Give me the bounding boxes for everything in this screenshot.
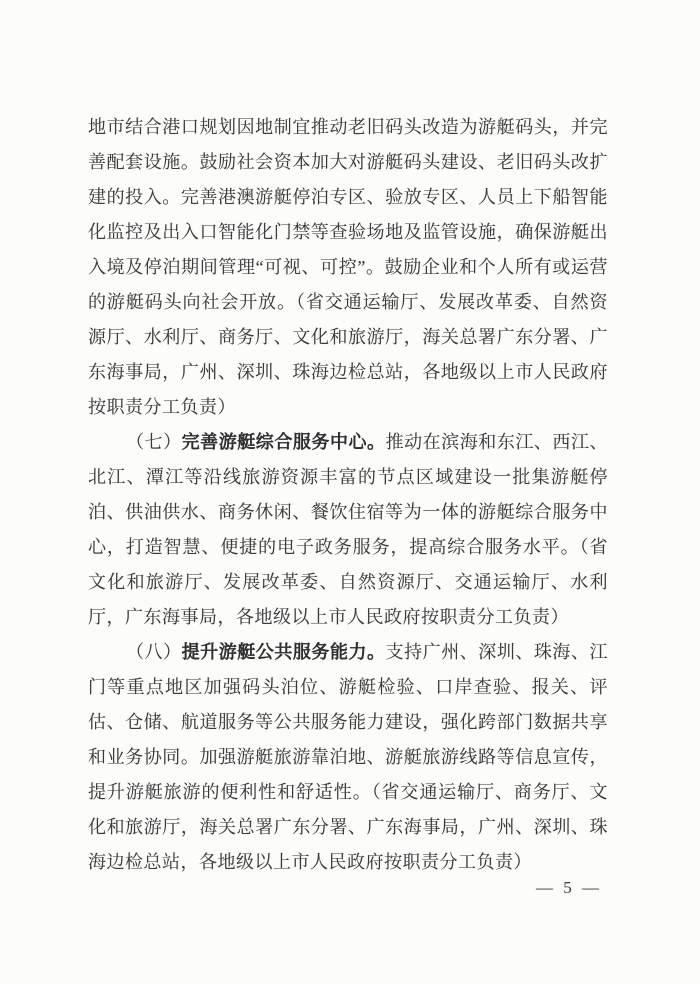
section-marker: （七） [126,432,182,452]
section-heading: 完善游艇综合服务中心。 [181,432,386,452]
paragraph-continuation [88,110,608,425]
document-body [88,110,608,880]
section-heading: 提升游艇公共服务能力。 [181,642,386,662]
paragraph-text: 地市结合港口规划因地制宜推动老旧码头改造为游艇码头，并完善配套设施。鼓励社会资本加大对游艇码头建设、老旧码头改扩建的投入。完善港澳游艇停泊专区、验放专区、人员上下船智能化监控及出入口智能化门禁等查验场地及监管设施，确保游艇出入境及停泊期间管理“可视、可控”。鼓励企业和个人所有或运营的游艇码头向社会开放。（省交通运输厅、发展改革委、自然资源厅、水利厅、商务厅、文化和旅游厅，海关总署广东分署、广东海事局，广州、深圳、珠海边检总站，各地级以上市人民政府按职责分工负责） [88,117,608,417]
section-marker: （八） [126,642,182,662]
paragraph-text: 支持广州、深圳、珠海、江门等重点地区加强码头泊位、游艇检验、口岸查验、报关、评估、仓储、航道服务等公共服务能力建设，强化跨部门数据共享和业务协同。加强游艇旅游靠泊地、游艇旅游线路等信息宣传，提升游艇旅游的便利性和舒适性。（省交通运输厅、商务厅、文化和旅游厅，海关总署广东分署、广东海事局，广州、深圳、珠海边检总站，各地级以上市人民政府按职责分工负责） [88,642,609,872]
page-number: — 5 — [536,878,602,897]
paragraph-section-8 [88,635,608,880]
paragraph-text: 推动在滨海和东江、西江、北江、潭江等沿线旅游资源丰富的节点区域建设一批集游艇停泊、供油供水、商务休闲、餐饮住宿等为一体的游艇综合服务中心，打造智慧、便捷的电子政务服务，提高综合服务水平。（省文化和旅游厅、发展改革委、自然资源厅、交通运输厅、水利厅，广东海事局，各地级以上市人民政府按职责分工负责） [88,432,609,627]
paragraph-section-7 [88,425,608,635]
